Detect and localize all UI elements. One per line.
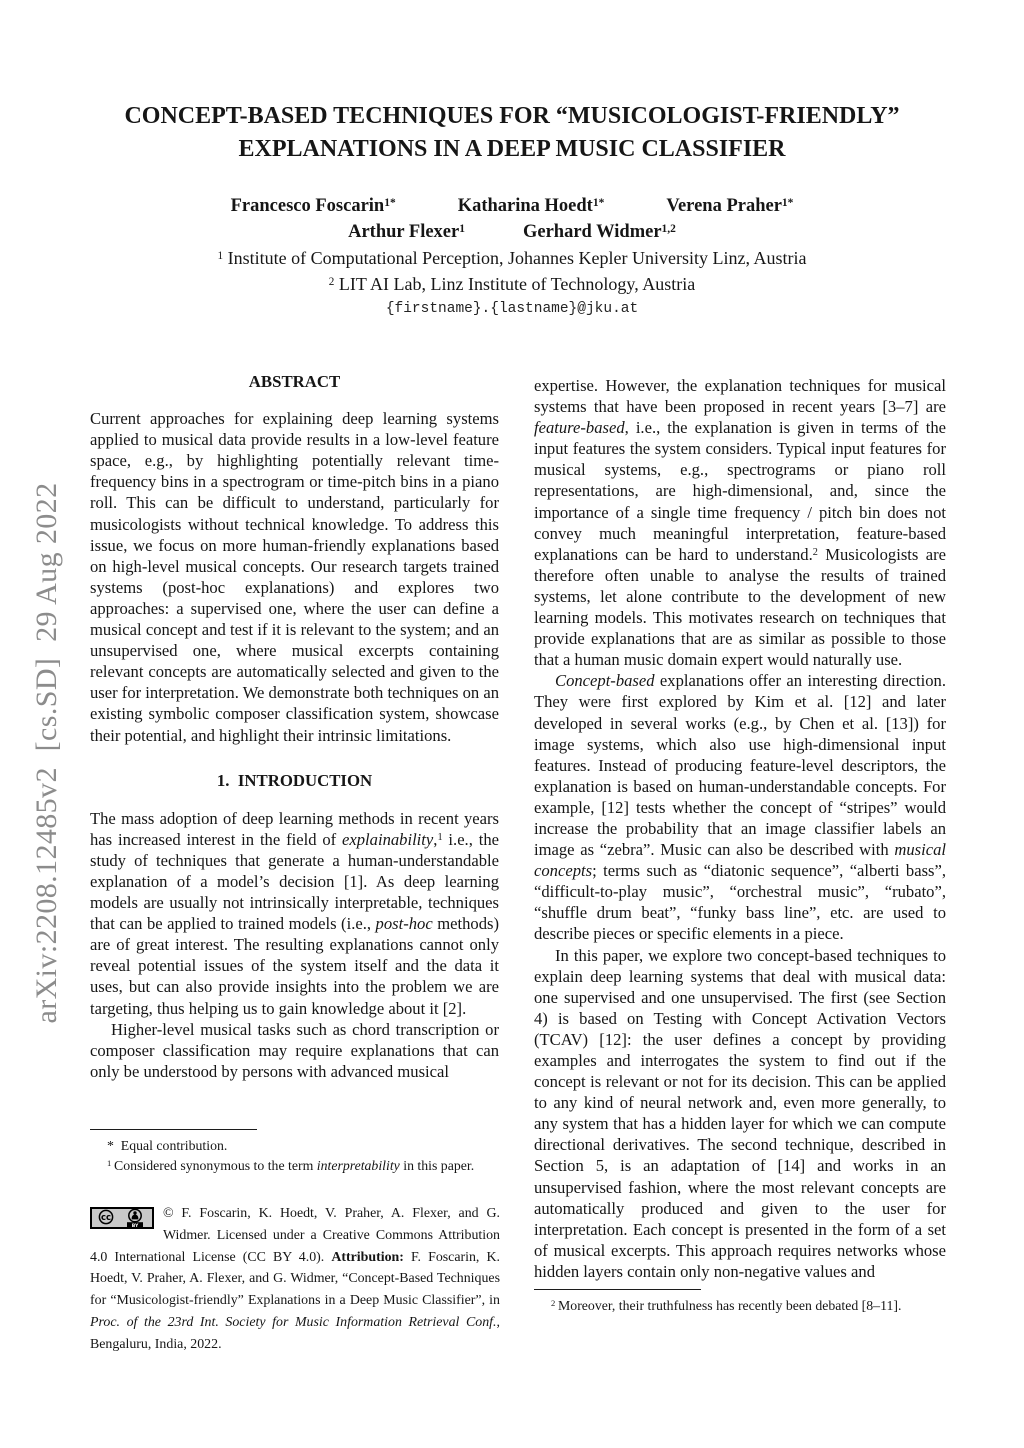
- cc-icon: [99, 1210, 112, 1223]
- footnote-equal-contribution: * Equal contribution.: [107, 1138, 228, 1153]
- expertise-paragraph: expertise. However, the explanation techniques for musical systems that have been proposed in recent years [3–7] are feature-based, i.e., the explanation is given in terms of the input features the system considers. Typical input features for musical systems, e.g., spectrograms or piano roll representations, are high-dimensional, and, since the importance of a single time frequency / pitch bin does not convey much meaningful interpretation, feature-based explanations can be hard to understand.$^2$ Musicologists are therefore often unable to analyse the results of trained systems, let alone contribute to the development of new learning models. This motivates research on techniques that provide explanations that are as similar as possible to those that a human music domain expert would naturally use.: [534, 376, 946, 670]
- title-line2: EXPLANATIONS IN A DEEP MUSIC CLASSIFIER: [238, 136, 786, 162]
- license-block: [90, 1203, 500, 1356]
- cc-by-badge: [90, 1207, 154, 1229]
- by-person-icon: [127, 1209, 143, 1229]
- author-name-praher: Verena Praher$^{1*}$: [666, 196, 794, 216]
- section-1-heading: 1. INTRODUCTION: [216, 770, 373, 790]
- author-name-widmer: Gerhard Widmer$^{1,2}$: [522, 222, 676, 242]
- affiliation-2: $^2$ LIT AI Lab, Linz Institute of Technology, Austria: [328, 274, 696, 294]
- footnote-interpretability: $^1$ Considered synonymous to the term interpretability in this paper.: [107, 1157, 475, 1173]
- right-column: [534, 375, 946, 1282]
- authors-row-2: [84, 222, 940, 243]
- concept-based-paragraph: Concept-based explanations offer an interesting direction. They were first explored by Kim et al. [12] and later developed in several works (e.g., by Chen et al. [13]) for image systems, which also use high-dimensional input features. Instead of producing feature-level descriptors, the explanation is based on human-understandable concepts. For example, [12] tests whether the concept of “stripes” would increase the probability that an image classifier labels an image as “zebra”. Music can also be described with musical concepts; terms such as “diatonic sequence”, “alberti bass”, “difficult-to-play music”, “orchestral music”, “rubato”, “shuffle drum beat”, “funky bass line”, etc. are used to describe pieces or specific elements in a piece.: [534, 671, 946, 944]
- footnote-truthfulness: $^2$ Moreover, their truthfulness has recently been debated [8–11].: [551, 1298, 902, 1313]
- footnote-rule: [534, 1289, 701, 1290]
- arxiv-watermark: arXiv:2208.12485v2 [cs.SD] 29 Aug 2022: [30, 482, 63, 1024]
- author-name-flexer: Arthur Flexer$^1$: [348, 222, 465, 242]
- author-name-foscarin: Francesco Foscarin$^{1*}$: [230, 196, 396, 216]
- left-column: [90, 371, 499, 1082]
- left-footnote-block: [90, 1129, 499, 1203]
- svg-text:cc: cc: [100, 1213, 112, 1223]
- title-line1: CONCEPT-BASED TECHNIQUES FOR “MUSICOLOGIST-FRIENDLY”: [124, 103, 900, 129]
- in-this-paper-paragraph: In this paper, we explore two concept-based techniques to explain deep learning systems that deal with musical data: one supervised and one unsupervised. The first (see Section 4) is based on Testing with Concept Activation Vectors (TCAV) [12]: the user defines a concept by providing examples and interrogates the system to find out if the concept is relevant or not for its decision. This can be applied to any kind of neural network and, even more generally, to any system that has a hidden layer for which we can compute directional derivatives. The second technique, described in Section 5, is an adaptation of [14] and works in an unsupervised fashion, where the most relevant concepts are automatically produced and given to the user for interpretation. Each concept is presented in the form of a set of musical excerpts. This approach requires networks whose hidden layers contain only non-negative values and: [534, 945, 946, 1281]
- footnote-rule: [90, 1129, 257, 1130]
- intro-paragraph-2: Higher-level musical tasks such as chord transcription or composer classification may require explanations that can only be understood by persons with advanced musical: [90, 1019, 499, 1081]
- svg-text:BY: BY: [131, 1224, 139, 1229]
- intro-paragraph-1: The mass adoption of deep learning methods in recent years has increased interest in the field of explainability,$^1$ i.e., the study of techniques that generate a human-understandable explanation of a model’s decision [1]. As deep learning models are usually not intrinsically interpretable, techniques that can be applied to trained models (i.e., post-hoc methods) are of great interest. The resulting explanations cannot only reveal potential issues of the system itself and the data it uses, but can also provide insights into the problem we are targeting, thus helping us to gain knowledge about it [2].: [90, 808, 499, 1018]
- right-footnote-block: [534, 1289, 946, 1351]
- affiliation-1: $^1$ Institute of Computational Perception, Johannes Kepler University Linz, Austria: [217, 248, 807, 268]
- abstract-paragraph: Current approaches for explaining deep learning systems applied to musical data provide results in a low-level feature space, e.g., by highlighting potentially relevant time-frequency bins in a spectrogram or time-pitch bins in a piano roll. This can be difficult to understand, particularly for musicologists without technical knowledge. To address this issue, we focus on more human-friendly explanations based on high-level musical concepts. Our research targets trained systems (post-hoc explanations) and explores two approaches: a supervised one, where the user can define a musical concept and test if it is relevant to the system; and an unsupervised one, where musical excerpts containing relevant concepts are automatically selected and given to the user for interpretation. We demonstrate both techniques on an existing symbolic composer classification system, showcase their potential, and highlight their intrinsic limitations.: [90, 409, 499, 745]
- authors-row-1: [84, 196, 940, 217]
- author-name-hoedt: Katharina Hoedt$^{1*}$: [457, 196, 605, 216]
- abstract-heading: ABSTRACT: [248, 372, 341, 391]
- email-line: {firstname}.{lastname}@jku.at: [385, 301, 639, 317]
- license-text: © F. Foscarin, K. Hoedt, V. Praher, A. Flexer, and G. Widmer. Licensed under a Creative Commons Attribution 4.0 International License (CC BY 4.0). Attribution: F. Foscarin, K. Hoedt, V. Praher, A. Flexer, and G. Widmer, “Concept-Based Techniques for “Musicologist-friendly” Explanations in a Deep Music Classifier”, in Proc. of the 23rd Int. Society for Music Information Retrieval Conf., Bengaluru, India, 2022.: [90, 1206, 500, 1352]
- paper-title: [84, 100, 940, 166]
